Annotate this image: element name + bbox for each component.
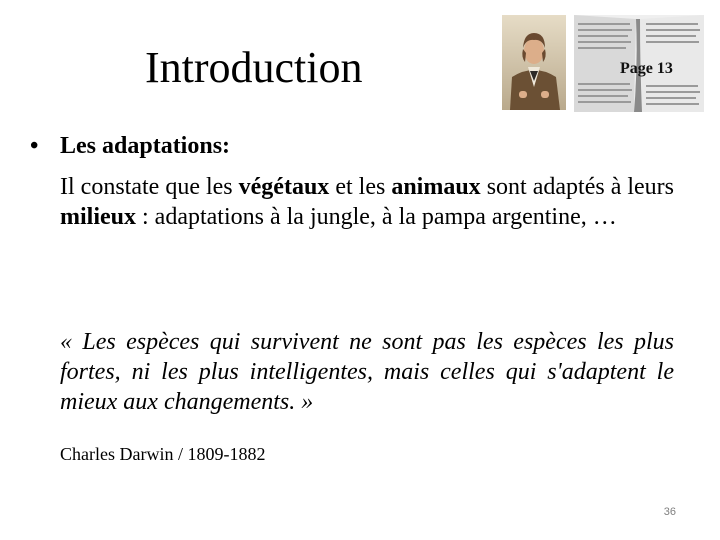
paragraph-run-bold: végétaux (238, 174, 330, 200)
bullet-icon: • (30, 133, 39, 159)
adaptations-paragraph (60, 172, 674, 232)
paragraph-run: : adaptations à la jungle, à la pampa argentine, … (136, 204, 617, 230)
slide-title: Introduction (145, 43, 363, 92)
paragraph-run-bold: milieux (60, 204, 136, 230)
slide-number: 36 (663, 506, 676, 518)
darwin-portrait-image (502, 15, 566, 110)
bullet-heading-text: Les adaptations: (60, 133, 231, 159)
paragraph-run: sont adaptés à leurs (480, 174, 675, 200)
paragraph-run: Il constate que les (60, 174, 239, 200)
bullet-heading (30, 132, 230, 160)
paragraph-run-bold: animaux (391, 174, 481, 200)
page-reference-label: Page 13 (620, 60, 673, 77)
quote-attribution: Charles Darwin / 1809-1882 (60, 444, 266, 464)
portrait-icon (502, 15, 566, 110)
darwin-quote: « Les espèces qui survivent ne sont pas les espèces les plus fortes, ni les plus intelligentes, mais celles qui s'adaptent le mieux aux changements. » (60, 329, 674, 415)
paragraph-run: et les (329, 174, 392, 200)
